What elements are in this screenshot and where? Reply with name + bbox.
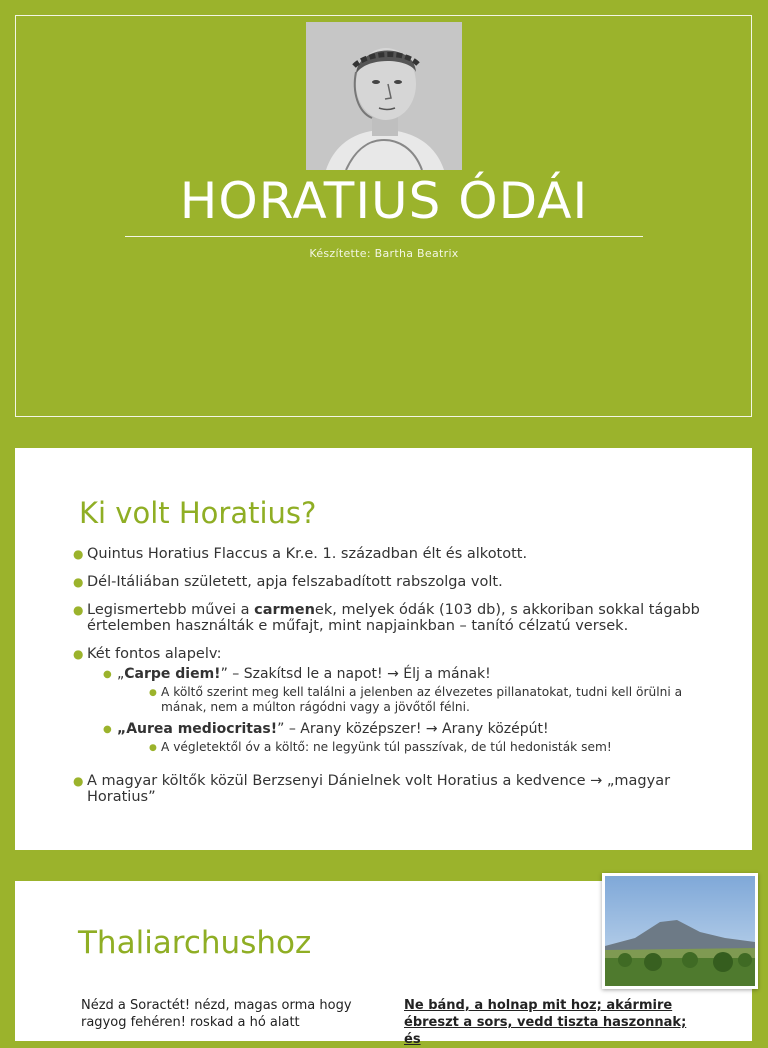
bullet-icon: ● (149, 688, 157, 698)
list-item-text: ek, melyek ódák (103 db), s akkoriban sokkal tágabb értelemben használták e műfajt, mint napjainkban – tanító célzatú versek. (87, 602, 700, 634)
list-item (73, 646, 713, 755)
slide-heading: Thaliarchushoz (78, 925, 312, 961)
portrait-image (306, 22, 462, 170)
list-item-text: A költő szerint meg kell találni a jelenben az élvezetes pillanatokat, tudni kell örülni a mának, nem a múlton rágódni vagy a jövőtől félni. (161, 685, 683, 714)
list-item (73, 546, 713, 562)
list-item-text: Két fontos alapelv: (87, 646, 222, 662)
bullet-icon: ● (73, 547, 84, 561)
slide-heading: Ki volt Horatius? (79, 496, 317, 530)
sub-sub-list-item (117, 685, 713, 715)
landscape-image (602, 873, 758, 989)
bullet-icon: ● (73, 575, 84, 589)
bullet-icon: ● (103, 724, 112, 735)
list-item (73, 574, 713, 590)
list-item-text: A végletektől óv a költő: ne legyünk túl passzívak, de túl hedonisták sem! (161, 740, 612, 754)
bullet-icon: ● (73, 774, 84, 788)
list-item (73, 773, 713, 805)
list-item-text: ” – Szakítsd le a napot! → Élj a mának! (220, 666, 491, 682)
bullet-icon: ● (73, 603, 84, 617)
title-slide (0, 0, 768, 432)
list-item-text: ” – Arany középszer! → Arany középút! (277, 721, 549, 737)
bullet-list (73, 546, 713, 817)
quote-open: „ (117, 666, 125, 682)
sub-list-item (87, 666, 713, 715)
bullet-icon: ● (73, 647, 84, 661)
bold-term: „Aurea mediocritas! (117, 721, 278, 737)
slide-subtitle: Készítette: Bartha Beatrix (309, 247, 459, 260)
poem-text-left: Nézd a Soractét! nézd, magas orma hogy ragyog fehéren! roskad a hó alatt (81, 998, 352, 1030)
title-divider (125, 236, 643, 237)
poem-slide (15, 881, 752, 1047)
poem-text-right: Ne bánd, a holnap mit hoz; akármire ébreszt a sors, vedd tiszta haszonnak; és (404, 998, 687, 1047)
sub-sub-list-item (117, 740, 713, 755)
content-slide (15, 448, 752, 850)
laurel-bust-icon (306, 22, 462, 170)
list-item-text: A magyar költők közül Berzsenyi Dánielnek volt Horatius a kedvence → „magyar Horatius” (87, 773, 671, 805)
list-item (73, 602, 713, 634)
bold-term: carmen (254, 602, 315, 618)
list-item-text: Dél-Itáliában született, apja felszabadított rabszolga volt. (87, 574, 503, 590)
list-item-text: Quintus Horatius Flaccus a Kr.e. 1. században élt és alkotott. (87, 546, 528, 562)
slide-title: HORATIUS ÓDÁI (179, 172, 589, 230)
mountain-landscape-icon (605, 876, 755, 986)
list-item-text: Legismertebb művei a (87, 602, 255, 618)
bullet-icon: ● (149, 743, 157, 753)
sub-list-item (87, 721, 713, 755)
bold-term: Carpe diem! (124, 666, 221, 682)
bullet-icon: ● (103, 669, 112, 680)
